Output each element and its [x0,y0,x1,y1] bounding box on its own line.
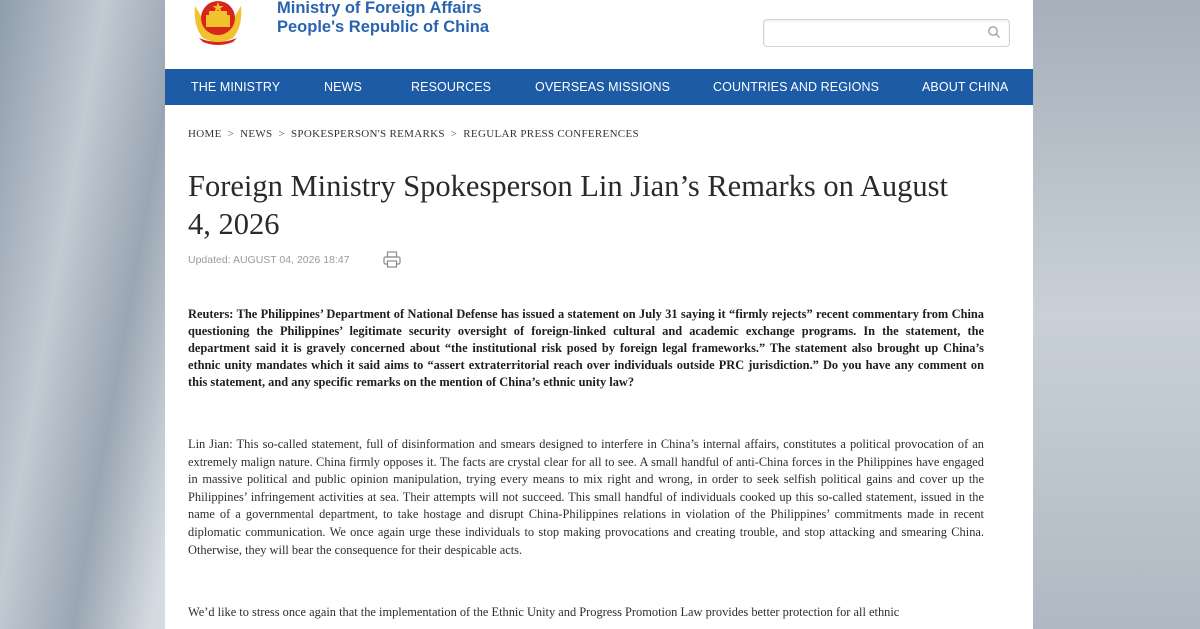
search-icon[interactable] [987,25,1001,39]
breadcrumb [188,128,639,140]
breadcrumb-regular-press-conferences[interactable]: REGULAR PRESS CONFERENCES [463,128,639,140]
updated-timestamp: Updated: AUGUST 04, 2026 18:47 [188,254,350,266]
site-title-line2: People's Republic of China [277,18,490,36]
nav-item-overseas-missions[interactable]: OVERSEAS MISSIONS [535,80,671,94]
main-nav [165,69,1033,105]
site-title[interactable] [277,0,489,37]
spokesperson-answer-continued: We’d like to stress once again that the implementation of the Ethnic Unity and Progress Promotion Law provides better protection for all ethnic [188,605,900,619]
nav-item-countries-and-regions[interactable]: COUNTRIES AND REGIONS [713,80,880,94]
site-title-line1: Ministry of Foreign Affairs [277,0,482,17]
breadcrumb-separator: > [278,128,285,140]
spokesperson-answer: Lin Jian: This so-called statement, full of disinformation and smears designed to interfere in China’s internal affairs, constitutes a political provocation of an extremely malign nature. China firmly opposes it. The facts are crystal clear for all to see. A small handful of anti-China forces in the Philippines have engaged in massive political and public opinion manipulation, trying every means to mix right and wrong, in order to seek selfish political gains and cover up the Philippines’ infringement activities at sea. Their attempts will not succeed. This small handful of individuals cooked up this so-called statement, issued in the name of a governmental department, to take hostage and disrupt China-Philippines relations in violation of the Philippines’ commitments made in recent diplomatic communication. We once again urge these individuals to stop making provocations and creating trouble, and stop attacking and smearing China. Otherwise, they will bear the consequence for their despicable acts. [188,437,984,557]
nav-item-about-china[interactable]: ABOUT CHINA [922,80,1009,94]
page-title: Foreign Ministry Spokesperson Lin Jian’s Remarks on August 4, 2026 [188,169,948,241]
breadcrumb-news[interactable]: NEWS [240,128,273,140]
browser-page [165,0,1033,629]
site-header [165,0,1033,69]
search-input[interactable] [763,19,1010,47]
nav-item-resources[interactable]: RESOURCES [411,80,492,94]
breadcrumb-separator: > [450,128,458,140]
print-icon[interactable] [383,251,401,268]
reporter-question: Reuters: The Philippines’ Department of National Defense has issued a statement on July 31 saying it “firmly rejects” recent commentary from China questioning the Philippines’ legitimate security oversight of foreign-linked cultural and academic exchange programs. In the statement, the department said it is gravely concerned about “the institutional risk posed by foreign legal frameworks.” The statement also brought up China’s ethnic unity mandates which it said aims to “assert extraterritorial reach over individuals outside PRC jurisdiction.” Do you have any comment on this statement, and any specific remarks on the mention of China’s ethnic unity law? [188,307,984,389]
nav-item-news[interactable]: NEWS [324,80,362,94]
background-panel [1033,0,1200,629]
breadcrumb-spokesperson-remarks[interactable]: SPOKESPERSON'S REMARKS [291,128,445,140]
breadcrumb-home[interactable]: HOME [188,128,222,140]
breadcrumb-separator: > [227,128,235,140]
nav-item-the-ministry[interactable]: THE MINISTRY [191,80,281,94]
national-emblem-icon[interactable] [189,0,247,46]
